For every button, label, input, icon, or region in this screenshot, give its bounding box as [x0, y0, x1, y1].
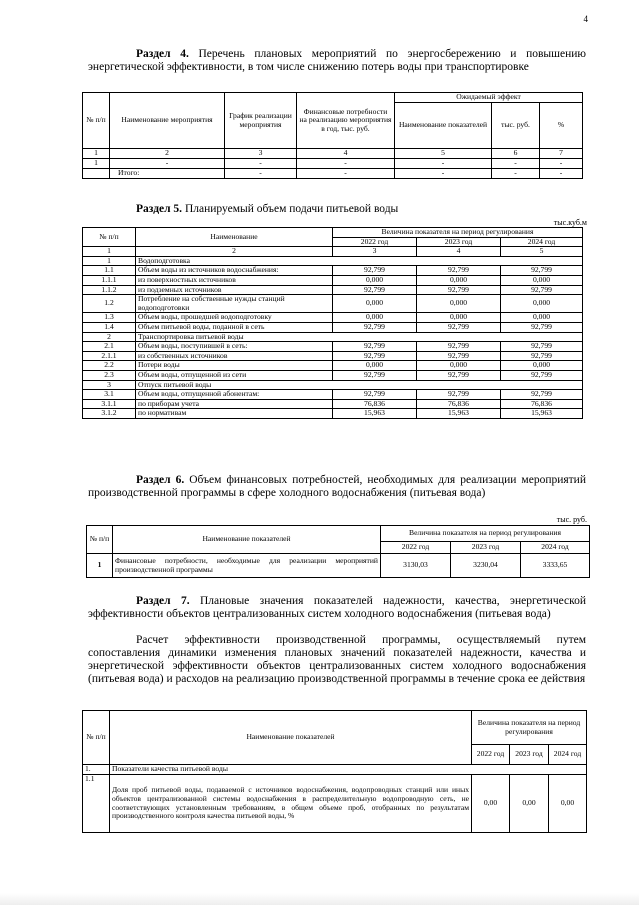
- s5-header-num: № п/п: [83, 228, 136, 247]
- table-cell: 7: [540, 149, 583, 159]
- section-5-label: Раздел 5.: [136, 203, 183, 215]
- table-row: [83, 342, 583, 352]
- table-row: [83, 159, 583, 169]
- page-number: 4: [583, 14, 588, 24]
- table-cell: 1.1.1: [83, 275, 136, 285]
- table-cell: 0,000: [333, 361, 417, 371]
- table-row: [83, 247, 583, 257]
- table-cell: 1: [83, 247, 136, 257]
- s7-header-name: Наименование показателей: [110, 711, 472, 765]
- table-cell: 92,799: [417, 322, 501, 332]
- table-cell: 1: [83, 256, 136, 266]
- table-cell: 3: [83, 380, 136, 390]
- table-cell: -: [297, 159, 395, 169]
- section-6-title: Объем финансовых потребностей, необходимых для реализации мероприятий производственной программы в сфере холодного водоснабжения (питьевая вода): [88, 474, 586, 499]
- s7-year: 2024 год: [549, 745, 587, 765]
- table-cell: 3.1.1: [83, 399, 136, 409]
- table-cell: -: [540, 159, 583, 169]
- section-5-title: Планируемый объем подачи питьевой воды: [182, 203, 399, 215]
- s6-year: 2022 год: [381, 542, 451, 554]
- s6-header-num: № п/п: [87, 526, 113, 554]
- table-cell: 92,799: [333, 266, 417, 276]
- s5-header-name: Наименование: [136, 228, 333, 247]
- table-cell: 2.1.1: [83, 351, 136, 361]
- total-label: Итого:: [110, 169, 225, 179]
- section-6-table: [86, 525, 590, 578]
- table-cell: Потребление на собственные нужды станций водоподготовки: [136, 295, 333, 313]
- table-cell: 0,000: [417, 313, 501, 323]
- table-cell: 3.1.2: [83, 409, 136, 419]
- section-5-unit: тыс.куб.м: [553, 218, 587, 227]
- section-4-heading: [88, 48, 586, 74]
- section-6-unit: тыс. руб.: [556, 515, 587, 524]
- section-7-title: Плановые значения показателей надежности, качества, энергетической эффективности объектов централизованных систем холодного водоснабжения (питьевая вода): [88, 595, 587, 620]
- table-cell: 0,000: [501, 295, 583, 313]
- table-cell: 4: [297, 149, 395, 159]
- table-row: [83, 390, 583, 400]
- s4-header-name: Наименование мероприятия: [110, 93, 225, 149]
- table-cell: Потери воды: [136, 361, 333, 371]
- s6-header-period: Величина показателя на период регулирования: [381, 526, 590, 542]
- table-cell: 92,799: [417, 266, 501, 276]
- table-cell: -: [492, 169, 540, 179]
- table-cell: по приборам учета: [136, 399, 333, 409]
- table-cell: 1.2: [83, 295, 136, 313]
- section-7-table: [82, 710, 587, 833]
- section-6-heading: [88, 474, 586, 500]
- table-cell: 2.1: [83, 342, 136, 352]
- table-cell: 3: [333, 247, 417, 257]
- table-cell: 2: [83, 332, 136, 342]
- table-cell: 5: [395, 149, 492, 159]
- table-cell: 0,000: [417, 361, 501, 371]
- s4-header-effect: Ожидаемый эффект: [395, 93, 583, 103]
- table-cell: Объем воды, отпущенной абонентам:: [136, 390, 333, 400]
- table-cell: 0,000: [501, 313, 583, 323]
- table-row: [83, 409, 583, 419]
- s4-header-rub: тыс. руб.: [492, 103, 540, 149]
- table-cell: 92,799: [501, 370, 583, 380]
- table-cell: -: [540, 169, 583, 179]
- table-cell: -: [297, 169, 395, 179]
- table-cell: Отпуск питьевой воды: [136, 380, 583, 390]
- table-cell: 92,799: [417, 351, 501, 361]
- table-cell: 92,799: [417, 285, 501, 295]
- table-cell: 0,000: [333, 295, 417, 313]
- s4-header-indicators: Наименование показателей: [395, 103, 492, 149]
- table-cell: -: [395, 169, 492, 179]
- table-cell: 2.3: [83, 370, 136, 380]
- table-cell: 92,799: [417, 370, 501, 380]
- table-cell: 2: [136, 247, 333, 257]
- table-cell: -: [395, 159, 492, 169]
- table-cell: Объем воды из источников водоснабжения:: [136, 266, 333, 276]
- s6-header-name: Наименование показателей: [113, 526, 381, 554]
- table-cell: Объем воды, отпущенной из сети: [136, 370, 333, 380]
- table-cell: 0,000: [333, 275, 417, 285]
- table-cell: 4: [417, 247, 501, 257]
- table-cell: 0,000: [501, 361, 583, 371]
- table-cell: 1: [87, 554, 113, 578]
- table-row: [87, 554, 590, 578]
- table-cell: 0,000: [417, 295, 501, 313]
- s5-year: 2023 год: [417, 237, 501, 247]
- table-cell: -: [110, 159, 225, 169]
- table-cell: 0,00: [549, 775, 587, 833]
- s6-year: 2024 год: [521, 542, 590, 554]
- table-cell: 92,799: [333, 390, 417, 400]
- section-5-heading: [88, 203, 586, 216]
- table-cell: 15,963: [417, 409, 501, 419]
- table-row-total: [83, 169, 583, 179]
- table-cell: 92,799: [501, 342, 583, 352]
- table-cell: Финансовые потребности, необходимые для реализации мероприятий производственной программы: [113, 554, 381, 578]
- s7-header-num: № п/п: [83, 711, 110, 765]
- s4-header-finance: Финансовые потребности на реализацию мероприятия в год, тыс. руб.: [297, 93, 395, 149]
- table-cell: 0,000: [333, 313, 417, 323]
- table-cell: 92,799: [333, 351, 417, 361]
- table-row: [83, 361, 583, 371]
- s5-year: 2022 год: [333, 237, 417, 247]
- table-cell: 0,000: [417, 275, 501, 285]
- table-cell: -: [492, 159, 540, 169]
- table-cell: 0,000: [501, 275, 583, 285]
- table-cell: из собственных источников: [136, 351, 333, 361]
- table-row: [83, 149, 583, 159]
- s7-year: 2022 год: [472, 745, 510, 765]
- section-4-table: [82, 92, 583, 179]
- s7-header-period: Величина показателя на период регулирования: [472, 711, 587, 745]
- table-cell: 92,799: [417, 390, 501, 400]
- table-cell: 92,799: [501, 266, 583, 276]
- section-4-title: Перечень плановых мероприятий по энергосбережению и повышению энергетической эффективности, в том числе снижению потерь воды при транспортировке: [88, 48, 586, 73]
- table-cell: 0,00: [510, 775, 549, 833]
- section-5-table: [82, 227, 583, 419]
- table-cell: 1.3: [83, 313, 136, 323]
- table-cell: 0,00: [472, 775, 510, 833]
- table-cell: 92,799: [333, 285, 417, 295]
- table-cell: -: [225, 169, 297, 179]
- table-cell: 1.4: [83, 322, 136, 332]
- table-row: [83, 775, 587, 833]
- table-cell: 92,799: [333, 342, 417, 352]
- table-cell: 92,799: [333, 322, 417, 332]
- table-cell: Объем питьевой воды, поданной в сеть: [136, 322, 333, 332]
- section-6-label: Раздел 6.: [136, 474, 185, 486]
- table-cell: 76,836: [501, 399, 583, 409]
- table-row: [83, 275, 583, 285]
- table-cell: 1: [83, 149, 110, 159]
- table-cell: 6: [492, 149, 540, 159]
- s6-year: 2023 год: [451, 542, 521, 554]
- section-7-label: Раздел 7.: [136, 595, 190, 607]
- table-row: [83, 765, 587, 775]
- table-cell: 2.2: [83, 361, 136, 371]
- s4-header-schedule: График реализации мероприятия: [225, 93, 297, 149]
- table-cell: 3: [225, 149, 297, 159]
- table-cell: 1.1: [83, 266, 136, 276]
- table-cell: 92,799: [501, 351, 583, 361]
- table-cell: 1: [83, 159, 110, 169]
- section-4-label: Раздел 4.: [136, 48, 189, 60]
- s4-header-pct: %: [540, 103, 583, 149]
- table-cell: Водоподготовка: [136, 256, 583, 266]
- table-cell: 2: [110, 149, 225, 159]
- table-cell: 76,836: [417, 399, 501, 409]
- table-cell: 3.1: [83, 390, 136, 400]
- table-cell: 76,836: [333, 399, 417, 409]
- table-row: [83, 295, 583, 313]
- table-cell: 92,799: [417, 342, 501, 352]
- table-cell: 1.1: [83, 775, 110, 833]
- table-row: [83, 370, 583, 380]
- table-cell: Показатели качества питьевой воды: [110, 765, 587, 775]
- table-cell: 92,799: [501, 390, 583, 400]
- table-cell: по нормативам: [136, 409, 333, 419]
- s5-header-period: Величина показателя на период регулирования: [333, 228, 583, 238]
- section-7-paragraph: Расчет эффективности производственной программы, осуществляемый путем сопоставления динамики изменения плановых значений показателей надежности, качества и энергетической эффективности объектов централизованных систем холодного водоснабжения (питьевая вода) и расходов на реализацию производственной программы в течение срока ее действия: [88, 634, 586, 685]
- s4-header-num: № п/п: [83, 93, 110, 149]
- table-row: [83, 322, 583, 332]
- section-7-heading: [88, 595, 586, 621]
- table-cell: из подземных источников: [136, 285, 333, 295]
- table-cell: Транспортировка питьевой воды: [136, 332, 583, 342]
- s7-year: 2023 год: [510, 745, 549, 765]
- s5-year: 2024 год: [501, 237, 583, 247]
- table-cell: 15,963: [501, 409, 583, 419]
- table-cell: Объем воды, прошедшей водоподготовку: [136, 313, 333, 323]
- table-cell: Доля проб питьевой воды, подаваемой с источников водоснабжения, водопроводных станций или иных объектов централизованной системы водоснабжения в распределительную водопроводную сеть, не соответствующих установленным требованиям, в общем объеме проб, отобранных по результатам производственного контроля качества питьевой воды, %: [110, 775, 472, 833]
- table-cell: 5: [501, 247, 583, 257]
- page-bottom-edge: [0, 893, 639, 905]
- table-cell: 3230,04: [451, 554, 521, 578]
- table-cell: 92,799: [333, 370, 417, 380]
- table-cell: из поверхностных источников: [136, 275, 333, 285]
- table-cell: 3333,65: [521, 554, 590, 578]
- table-cell: Объем воды, поступившей в сеть:: [136, 342, 333, 352]
- table-cell: 3130,03: [381, 554, 451, 578]
- table-cell: 1.: [83, 765, 110, 775]
- table-row: [83, 313, 583, 323]
- table-cell: 92,799: [501, 285, 583, 295]
- table-cell: 92,799: [501, 322, 583, 332]
- table-cell: [83, 169, 110, 179]
- table-cell: 1.1.2: [83, 285, 136, 295]
- table-cell: -: [225, 159, 297, 169]
- table-cell: 15,963: [333, 409, 417, 419]
